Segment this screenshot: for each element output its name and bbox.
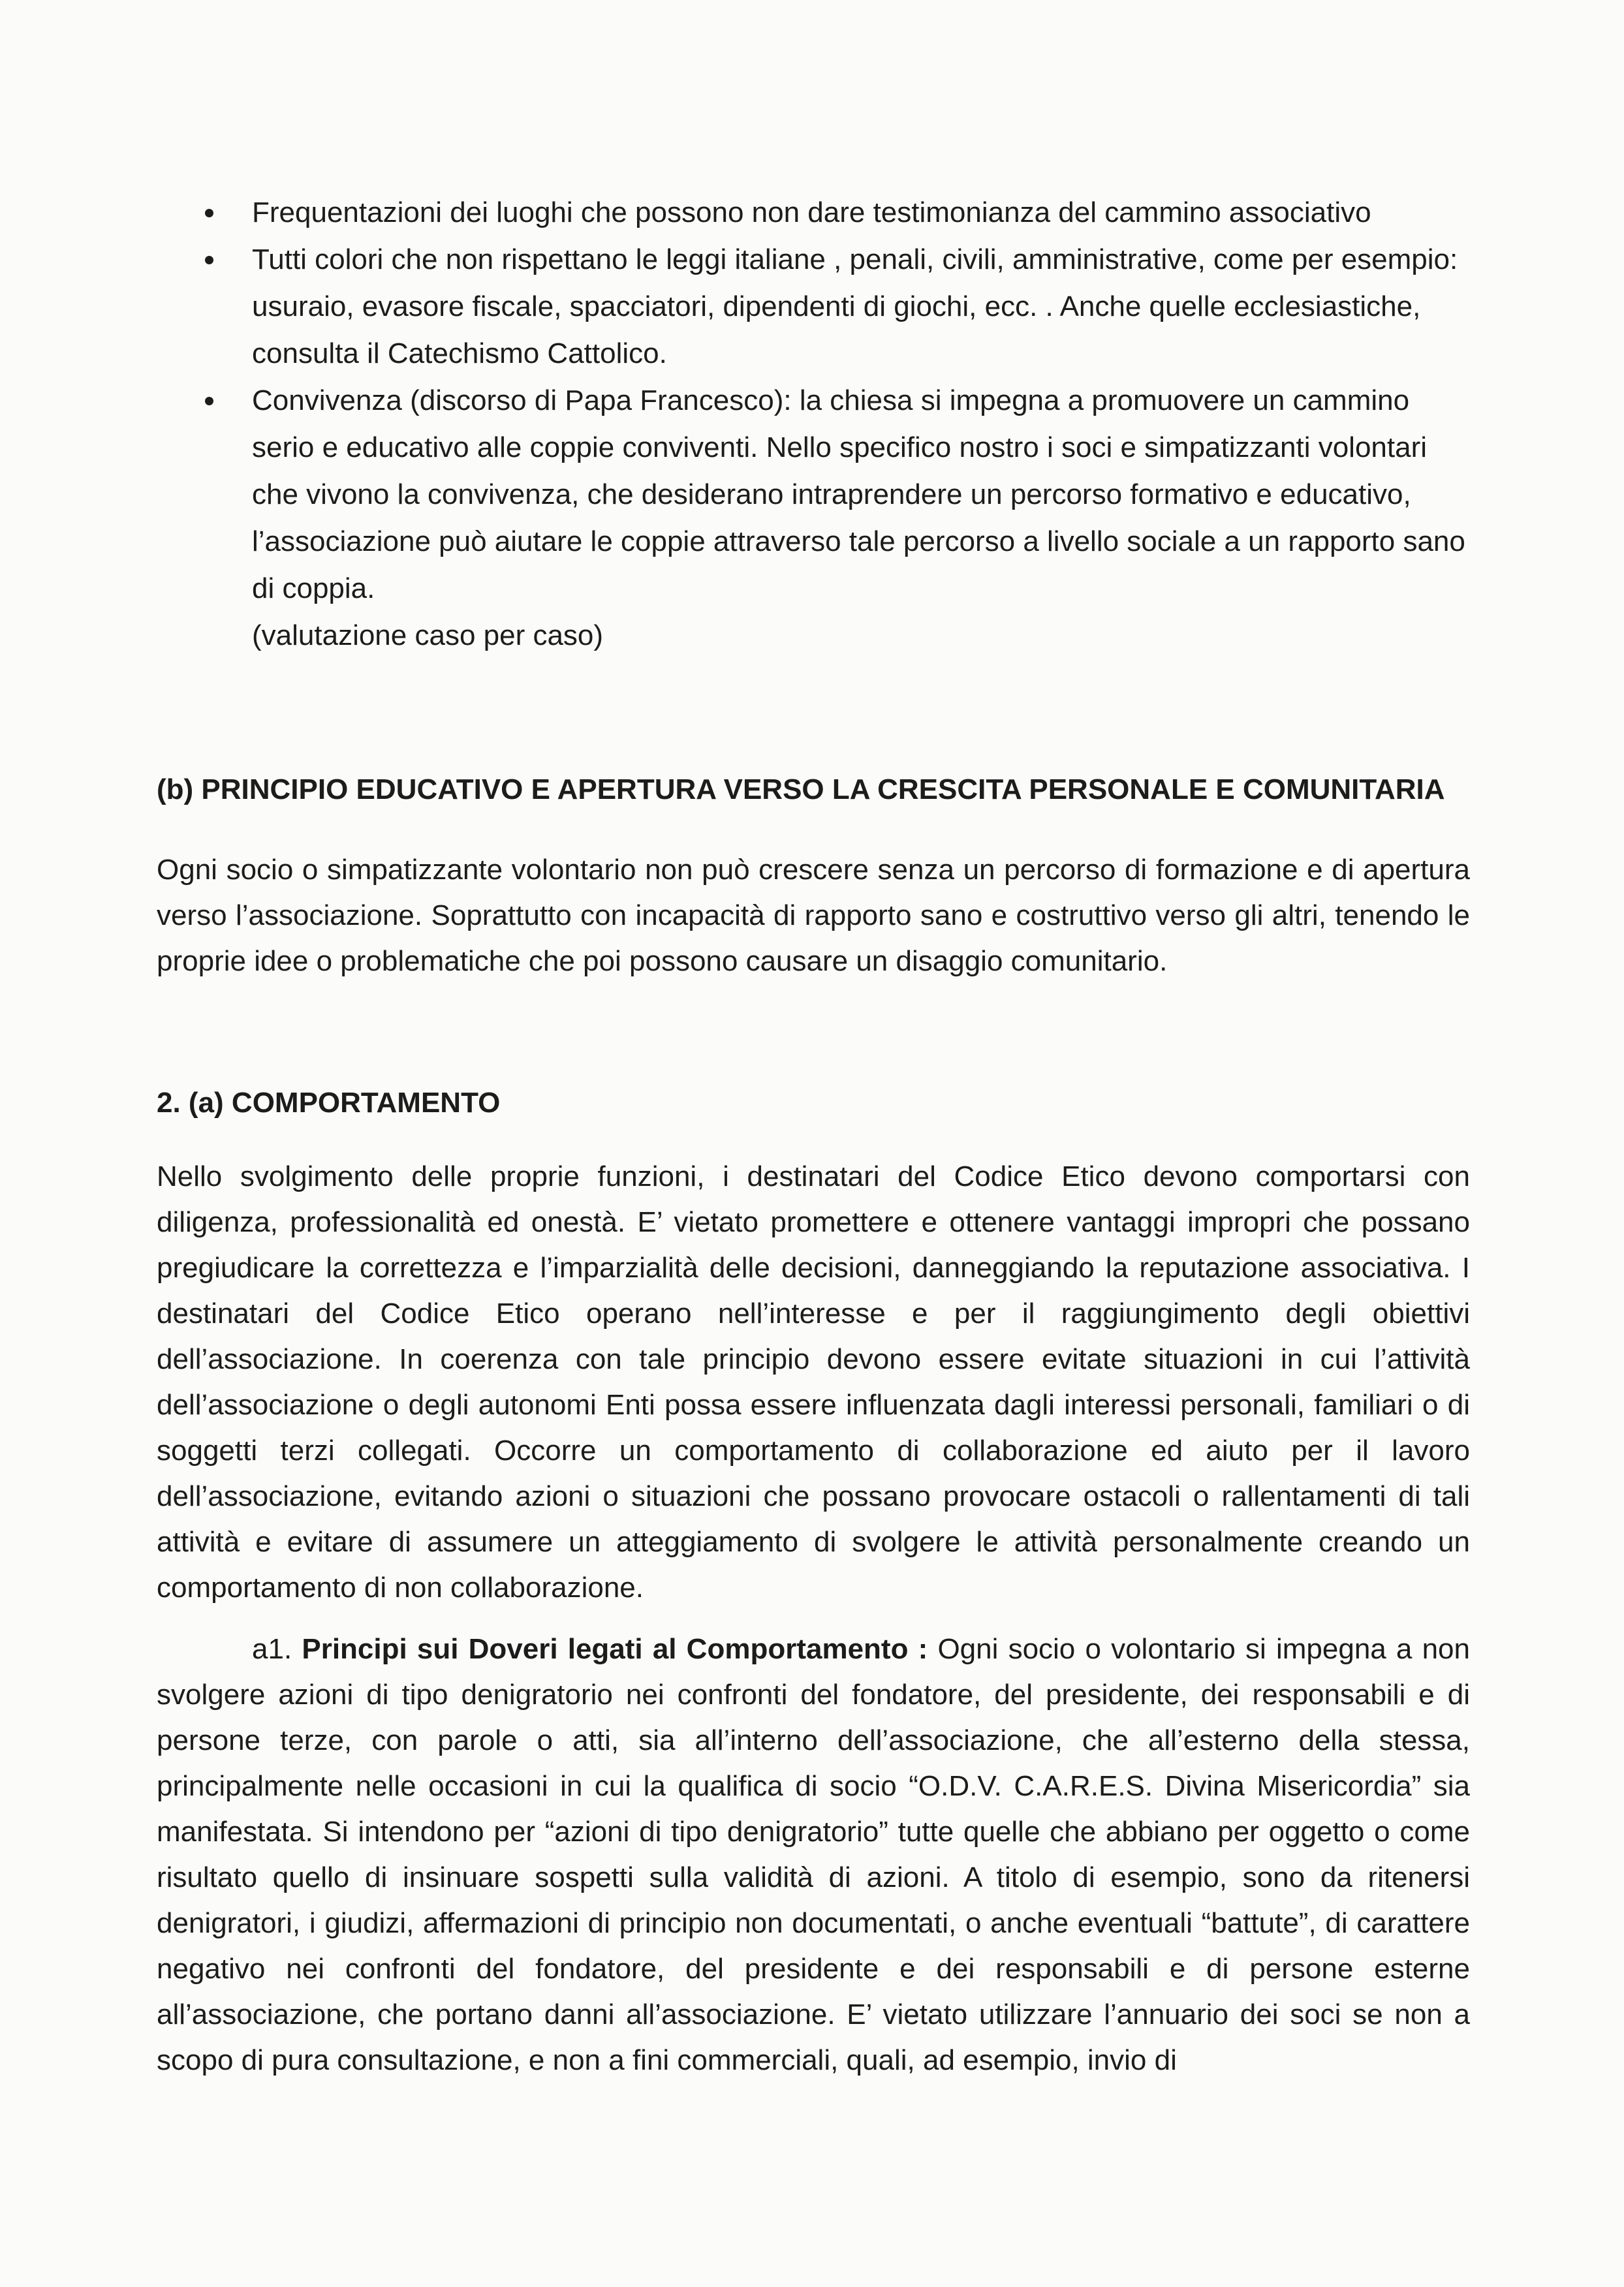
section-b-body: Ogni socio o simpatizzante volontario non può crescere senza un percorso di formazione e di apertura verso l’associazione. Soprattutto con incapacità di rapporto sano e costruttivo verso gli altri, tenendo le proprie idee o problematiche che poi possono causare un disaggio comunitario.: [157, 854, 1470, 977]
bullet-note: (valutazione caso per caso): [252, 619, 604, 651]
bullet-dot-icon: [205, 209, 213, 217]
bullet-text: Tutti colori che non rispettano le leggi italiane , penali, civili, amministrative, come per esempio: usuraio, evasore fiscale, spacciatori, dipendenti di giochi, ecc. . Anche quelle ecclesiastiche, consulta il Catechismo Cattolico.: [252, 243, 1458, 369]
bullet-item: [157, 377, 1470, 659]
section-2a-body: Nello svolgimento delle proprie funzioni, i destinatari del Codice Etico devono comportarsi con diligenza, professionalità ed onestà. E’ vietato promettere e ottenere vantaggi impropri che possano pregiudicare la correttezza e l’imparzialità delle decisioni, danneggiando la reputazione associativa. I destinatari del Codice Etico operano nell’interesse e per il raggiungimento degli obiettivi dell’associazione. In coerenza con tale principio devono essere evitate situazioni in cui l’attività dell’associazione o degli autonomi Enti possa essere influenzata dagli interessi personali, familiari o di soggetti terzi collegati. Occorre un comportamento di collaborazione ed aiuto per il lavoro dell’associazione, evitando azioni o situazioni che possano provocare ostacoli o rallentamenti di tali attività e evitare di assumere un atteggiamento di svolgere le attività personalmente creando un comportamento di non collaborazione.: [157, 1160, 1470, 1604]
bullet-text: Convivenza (discorso di Papa Francesco): la chiesa si impegna a promuovere un cammino serio e educativo alle coppie conviventi. Nello specifico nostro i soci e simpatizzanti volontari che vivono la convivenza, che desiderano intraprendere un percorso formativo e educativo, l’associazione può aiutare le coppie attraverso tale percorso a livello sociale a un rapporto sano di coppia.: [252, 384, 1465, 604]
section-2a-heading: 2. (a) COMPORTAMENTO: [157, 1087, 501, 1119]
section-a1-title: Principi sui Doveri legati al Comportamento :: [302, 1633, 928, 1665]
section-b-heading: (b) PRINCIPIO EDUCATIVO E APERTURA VERSO LA CRESCITA PERSONALE E COMUNITARIA: [157, 773, 1445, 805]
bullet-dot-icon: [205, 256, 213, 264]
section-a1-paragraph: [157, 1626, 1470, 2083]
bullet-list: [157, 189, 1470, 659]
section-a1-number: a1.: [252, 1633, 292, 1665]
bullet-item: [157, 236, 1470, 377]
bullet-item: [157, 189, 1470, 236]
bullet-dot-icon: [205, 397, 213, 405]
bullet-text: Frequentazioni dei luoghi che possono non dare testimonianza del cammino associativo: [252, 196, 1371, 228]
section-a1-body: Ogni socio o volontario si impegna a non svolgere azioni di tipo denigratorio nei confronti del fondatore, del presidente, dei responsabili e di persone terze, con parole o atti, sia all’interno dell’associazione, che all’esterno della stessa, principalmente nelle occasioni in cui la qualifica di socio “O.D.V. C.A.R.E.S. Divina Misericordia” sia manifestata. Si intendono per “azioni di tipo denigratorio” tutte quelle che abbiano per oggetto o come risultato quello di insinuare sospetti sulla validità di azioni. A titolo di esempio, sono da ritenersi denigratori, i giudizi, affermazioni di principio non documentati, o anche eventuali “battute”, di carattere negativo nei confronti del fondatore, del presidente e dei responsabili e di persone esterne all’associazione, che portano danni all’associazione. E’ vietato utilizzare l’annuario dei soci se non a scopo di pura consultazione, e non a fini commerciali, quali, ad esempio, invio di: [157, 1633, 1470, 2076]
